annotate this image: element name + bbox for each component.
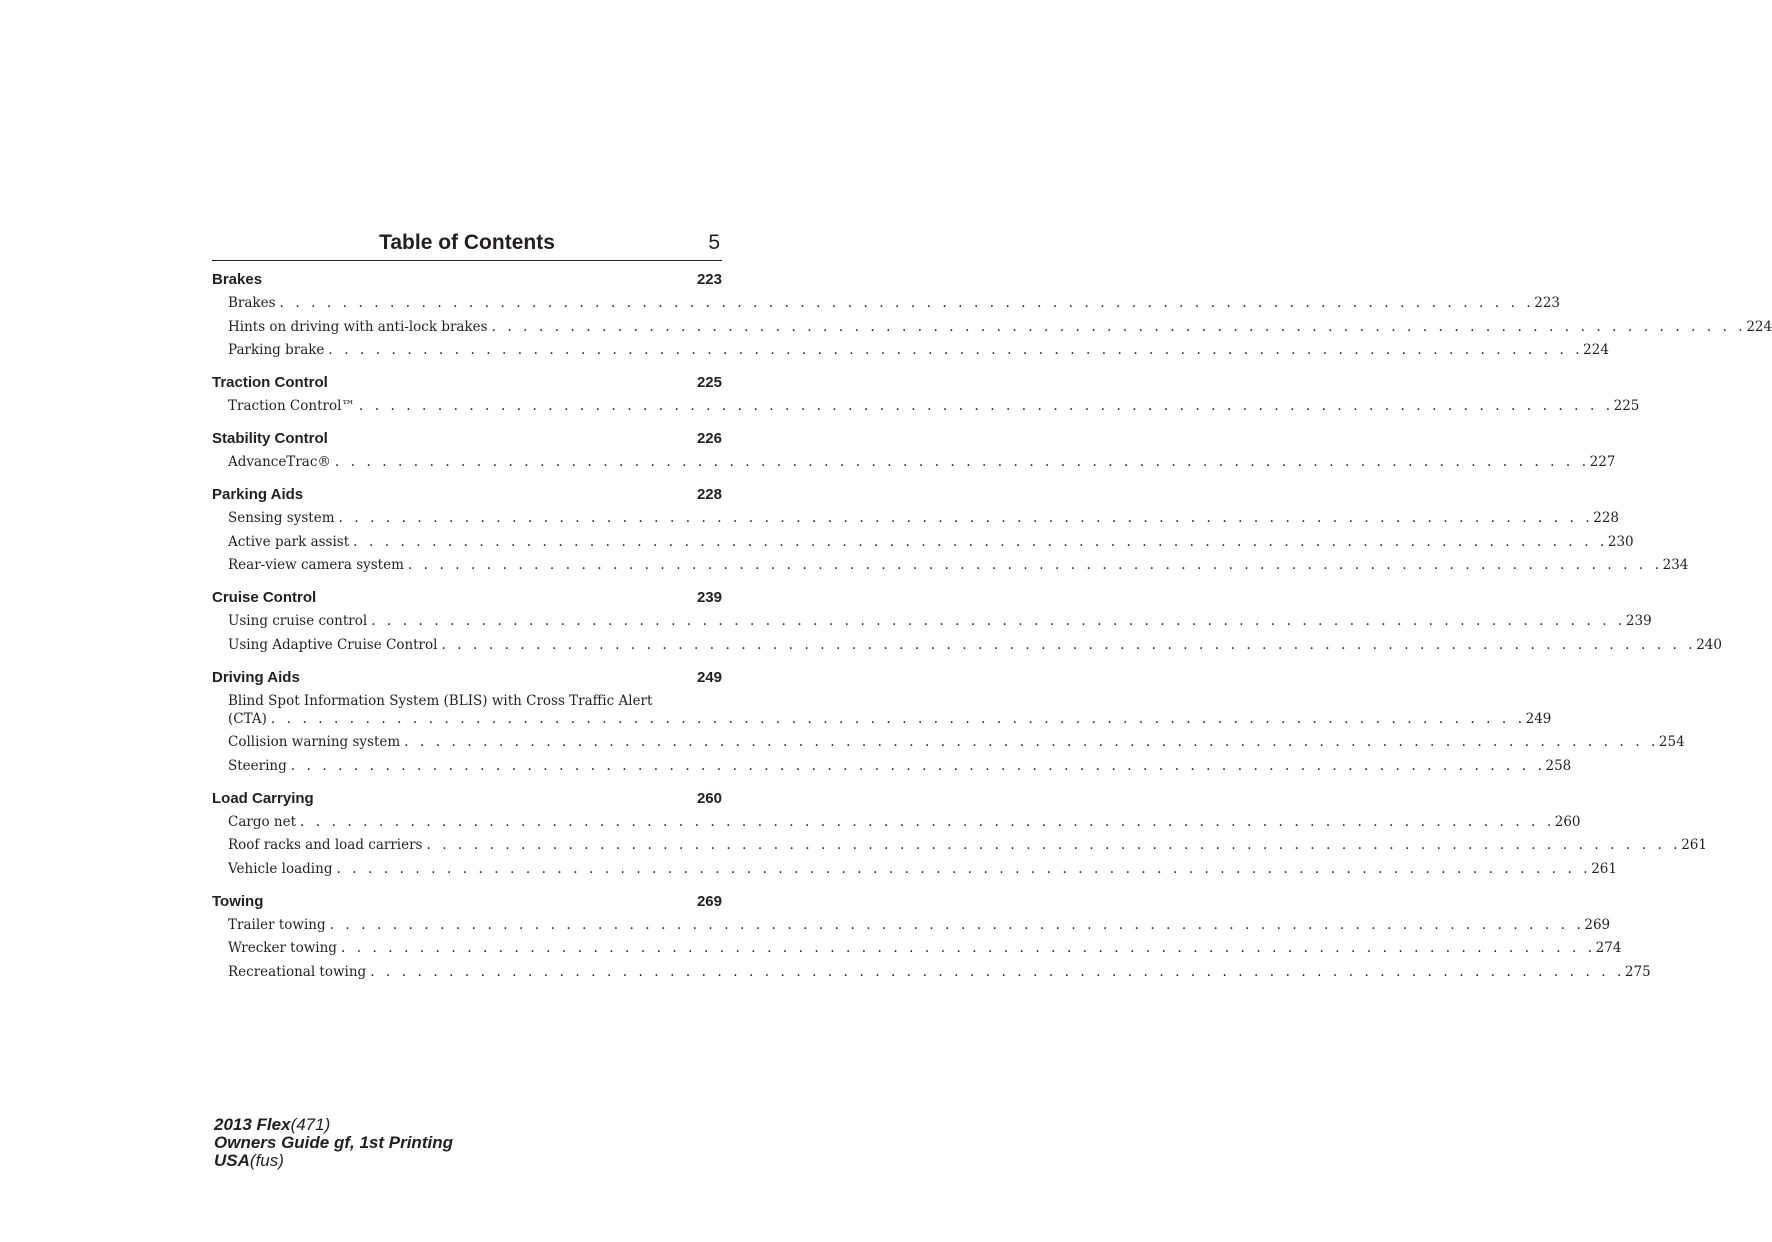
entry-label: Active park assist [228,533,353,551]
section-heading[interactable] [212,485,722,505]
toc-section [212,270,1772,359]
section-heading[interactable] [212,789,722,809]
section-title: Traction Control [212,374,328,391]
section-title: Load Carrying [212,789,314,807]
dot-leader: . . . . . . . . . . . . . . . . . . . . . . . . . . . . . . . . . . . . . . . . . . . . . . . . . . . . . . . . . . . . . . . . . . . . . . . . . . . . . . . . [407,557,1663,573]
dot-leader: . . . . . . . . . . . . . . . . . . . . . . . . . . . . . . . . . . . . . . . . . . . . . . . . . . . . . . . . . . . . . . . . . . . . . . . . . . . . . . . . [441,636,1697,653]
dot-leader: . . . . . . . . . . . . . . . . . . . . . . . . . . . . . . . . . . . . . . . . . . . . . . . . . . . . . . . . . . . . . . . . . . . . . . . . . . . . . . . . [371,613,1626,629]
entry-page: 258 [1545,757,1572,774]
toc-entry[interactable] [212,692,1552,728]
section-heading[interactable] [212,270,722,290]
entry-page: 223 [1534,295,1561,311]
entry-page: 228 [1593,510,1620,526]
toc-section [212,588,1722,654]
toc-section [212,485,1689,574]
toc-entry[interactable] [212,294,1561,312]
entry-label: Cargo net [228,813,300,831]
toc-entry[interactable] [212,397,1640,415]
dot-leader: . . . . . . . . . . . . . . . . . . . . . . . . . . . . . . . . . . . . . . . . . . . . . . . . . . . . . . . . . . . . . . . . . . . . . . . . . . . . . . . . [353,533,1608,550]
dot-leader: . . . . . . . . . . . . . . . . . . . . . . . . . . . . . . . . . . . . . . . . . . . . . . . . . . . . . . . . . . . . . . . . . . . . . . . . . . . . . . . . [358,398,1614,414]
entry-label: Sensing system [228,509,339,527]
dot-leader: . . . . . . . . . . . . . . . . . . . . . . . . . . . . . . . . . . . . . . . . . . . . . . . . . . . . . . . . . . . . . . . . . . . . . . . . . . . . . . . . [329,916,1585,933]
section-page: 228 [696,486,722,503]
entry-label: Collision warning system [228,733,404,751]
entry-page: 230 [1607,533,1634,550]
entry-page: 269 [1584,916,1611,933]
toc-entry[interactable] [212,556,1689,574]
section-title: Stability Control [212,430,328,447]
dot-leader: . . . . . . . . . . . . . . . . . . . . . . . . . . . . . . . . . . . . . . . . . . . . . . . . . . . . . . . . . . . . . . . . . . . . . . . . . . . . . . . . [336,860,1592,877]
toc-entry[interactable] [212,860,1617,878]
entry-label: Roof racks and load carriers [228,836,426,854]
entry-page: 261 [1591,860,1617,877]
footer-model: 2013 Flex [214,1115,291,1134]
dot-leader: . . . . . . . . . . . . . . . . . . . . . . . . . . . . . . . . . . . . . . . . . . . . . . . . . . . . . . . . . . . . . . . . . . . . . . . . . . . . . . . . [491,318,1747,335]
entry-label: Trailer towing [228,916,330,934]
dot-leader: . . . . . . . . . . . . . . . . . . . . . . . . . . . . . . . . . . . . . . . . . . . . . . . . . . . . . . . . . . . . . . . . . . . . . . . . . . . . . . . . [426,837,1682,853]
footer-printing: Owners Guide gf, 1st Printing [214,1133,453,1152]
entry-label: AdvanceTrac® [228,453,335,471]
dot-leader: . . . . . . . . . . . . . . . . . . . . . . . . . . . . . . . . . . . . . . . . . . . . . . . . . . . . . . . . . . . . . . . . . . . . . . . . . . . . . . . . [370,963,1625,980]
section-page: 225 [696,374,722,391]
entry-label: Wrecker towing [228,939,341,957]
entry-page: 234 [1662,557,1689,573]
toc-section [212,668,1685,775]
entry-page: 239 [1625,613,1652,629]
entry-label: Hints on driving with anti-lock brakes [228,318,492,336]
print-footer [214,1116,453,1170]
entry-page: 240 [1696,636,1722,653]
entry-label: Steering [228,757,291,775]
toc-entry[interactable] [212,341,1609,359]
section-title: Towing [212,892,264,910]
toc-entry[interactable] [212,836,1707,854]
section-page: 223 [696,271,722,288]
toc-entry[interactable] [212,509,1620,527]
page-number: 5 [708,231,720,254]
table-of-contents [212,270,1772,995]
entry-label: Rear-view camera system [228,556,408,574]
dot-leader: . . . . . . . . . . . . . . . . . . . . . . . . . . . . . . . . . . . . . . . . . . . . . . . . . . . . . . . . . . . . . . . . . . . . . . . . . . . . . . . . [340,940,1596,956]
toc-section [212,789,1707,878]
toc-entry[interactable] [212,318,1772,336]
toc-entry[interactable] [212,733,1685,751]
toc-section [212,429,1616,471]
entry-label: Blind Spot Information System (BLIS) with Cross Traffic Alert [228,692,653,709]
toc-entry[interactable] [212,813,1581,831]
entry-label: Using cruise control [228,612,371,630]
entry-label: Brakes [228,294,280,312]
section-heading[interactable] [212,429,722,449]
toc-entry[interactable] [212,636,1722,654]
section-page: 226 [696,430,722,447]
entry-label: Traction Control™ [228,397,359,415]
entry-page: 254 [1658,734,1685,750]
toc-entry[interactable] [212,612,1652,630]
entry-page: 224 [1746,318,1772,335]
section-page: 269 [696,892,722,910]
toc-section [212,373,1640,415]
entry-page: 274 [1595,940,1622,956]
footer-code: (471) [290,1115,331,1134]
dot-leader: . . . . . . . . . . . . . . . . . . . . . . . . . . . . . . . . . . . . . . . . . . . . . . . . . . . . . . . . . . . . . . . . . . . . . . . . . . . . . . . . [338,510,1594,526]
toc-entry[interactable] [212,939,1622,957]
section-title: Cruise Control [212,589,317,606]
section-title: Parking Aids [212,486,304,503]
entry-page: 224 [1583,342,1609,358]
toc-section [212,892,1651,981]
section-heading[interactable] [212,588,722,608]
toc-entry[interactable] [212,916,1611,934]
entry-page: 225 [1613,398,1640,414]
page-title: Table of Contents [379,231,555,254]
dot-leader: . . . . . . . . . . . . . . . . . . . . . . . . . . . . . . . . . . . . . . . . . . . . . . . . . . . . . . . . . . . . . . . . . . . . . . . . . . . . . . . . [328,342,1584,358]
dot-leader: . . . . . . . . . . . . . . . . . . . . . . . . . . . . . . . . . . . . . . . . . . . . . . . . . . . . . . . . . . . . . . . . . . . . . . . . . . . . . . . . [290,757,1546,774]
entry-label: Parking brake [228,341,328,359]
section-page: 239 [696,589,722,606]
footer-market-code: (fus) [249,1151,284,1170]
dot-leader: . . . . . . . . . . . . . . . . . . . . . . . . . . . . . . . . . . . . . . . . . . . . . . . . . . . . . . . . . . . . . . . . . . . . . . . . . . . . . . . . [270,710,1526,727]
entry-page: 261 [1681,837,1707,853]
entry-page: 227 [1589,454,1616,470]
entry-label: Vehicle loading [228,860,336,878]
toc-entry[interactable] [212,533,1634,551]
entry-label-continued: (CTA) [228,710,271,728]
entry-page: 249 [1525,710,1552,727]
section-heading[interactable] [212,892,722,912]
dot-leader: . . . . . . . . . . . . . . . . . . . . . . . . . . . . . . . . . . . . . . . . . . . . . . . . . . . . . . . . . . . . . . . . . . . . . . . . . . . . . . . . [300,813,1555,830]
watermark: carmanualsonline.info [767,1213,952,1232]
footer-market: USA [214,1151,250,1170]
section-page: 260 [696,789,722,807]
entry-label: Using Adaptive Cruise Control [228,636,441,654]
entry-page: 275 [1624,963,1651,980]
dot-leader: . . . . . . . . . . . . . . . . . . . . . . . . . . . . . . . . . . . . . . . . . . . . . . . . . . . . . . . . . . . . . . . . . . . . . . . . . . . . . . . . [279,295,1535,311]
dot-leader: . . . . . . . . . . . . . . . . . . . . . . . . . . . . . . . . . . . . . . . . . . . . . . . . . . . . . . . . . . . . . . . . . . . . . . . . . . . . . . . . [404,734,1659,750]
running-header [212,230,722,261]
toc-entry[interactable] [212,757,1572,775]
entry-label: Recreational towing [228,963,370,981]
section-title: Brakes [212,271,263,288]
section-page: 249 [696,668,722,686]
section-heading[interactable] [212,668,722,688]
section-heading[interactable] [212,373,722,393]
entry-page: 260 [1554,813,1581,830]
dot-leader: . . . . . . . . . . . . . . . . . . . . . . . . . . . . . . . . . . . . . . . . . . . . . . . . . . . . . . . . . . . . . . . . . . . . . . . . . . . . . . . . [334,454,1590,470]
toc-entry[interactable] [212,453,1616,471]
section-title: Driving Aids [212,668,300,686]
toc-entry[interactable] [212,963,1651,981]
